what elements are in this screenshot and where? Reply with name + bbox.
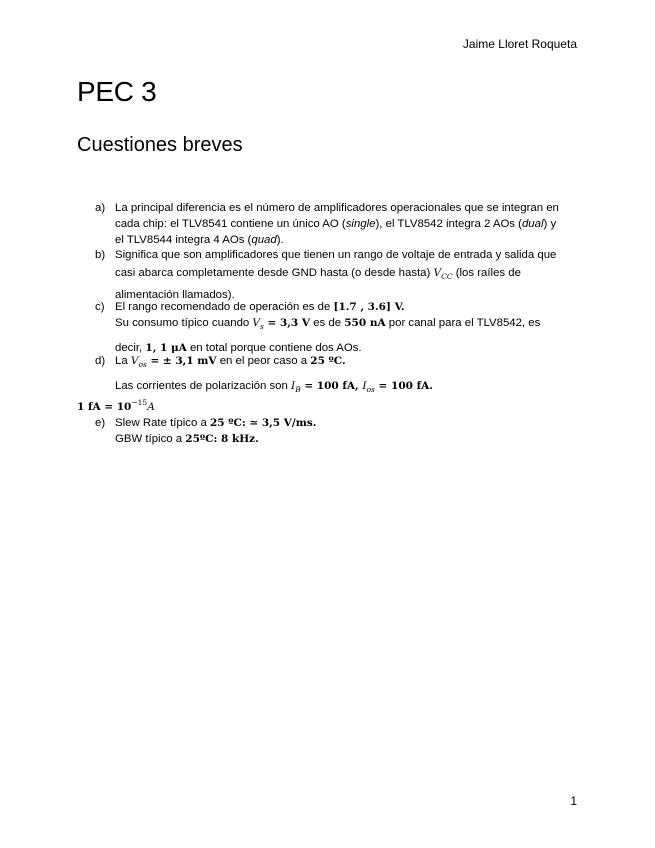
author-header: Jaime Lloret Roqueta xyxy=(462,37,577,51)
list-item-a xyxy=(95,200,580,248)
item-line: decir, 1, 1 μA en total porque contiene dos AOs. xyxy=(115,342,362,354)
item-line: cada chip: el TLV8541 contiene un único AO (single), el TLV8542 integra 2 AOs (dual) y xyxy=(115,218,557,230)
unit-note: 1 fA = $10^{-15}A$ xyxy=(77,398,155,413)
list-marker: e) xyxy=(95,417,106,429)
list-marker: b) xyxy=(95,249,106,261)
list-item-e xyxy=(95,415,580,447)
item-line: Las corrientes de polarización son $I_B = 100$ fA, $I_{os} = 100$ fA. xyxy=(115,380,433,394)
list-marker: d) xyxy=(95,355,106,367)
list-marker: c) xyxy=(95,301,105,313)
item-line: GBW típico a 25ºC: 8 kHz. xyxy=(115,433,259,445)
item-line: el TLV8544 integra 4 AOs (quad). xyxy=(115,234,284,246)
item-line: La principal diferencia es el número de amplificadores operacionales que se integran en xyxy=(115,202,559,214)
page-number: 1 xyxy=(570,794,577,808)
list-item-b xyxy=(95,247,580,303)
item-line: El rango recomendado de operación es de [1.7 , 3.6] V. xyxy=(115,301,405,313)
list-marker: a) xyxy=(95,202,106,214)
item-line: La $V_{os}$ = ± 3,1 mV en el peor caso a 25 ºC. xyxy=(115,355,346,369)
item-line: casi abarca completamente desde GND hasta (o desde hasta) $V_{CC}$ (los raíles de xyxy=(115,267,521,281)
page-title: PEC 3 xyxy=(77,76,157,107)
list-item-c xyxy=(95,299,580,356)
item-line: alimentación llamados). xyxy=(115,289,235,301)
section-heading: Cuestiones breves xyxy=(77,134,243,156)
item-line: Significa que son amplificadores que tienen un rango de voltaje de entrada y salida que xyxy=(115,249,557,261)
list-item-d xyxy=(95,353,580,398)
item-line: Su consumo típico cuando $V_s = 3,3$ V es de 550 nA por canal para el TLV8542, es xyxy=(115,317,541,331)
item-line: Slew Rate típico a 25 ºC: ≃ 3,5 V/ms. xyxy=(115,417,317,429)
